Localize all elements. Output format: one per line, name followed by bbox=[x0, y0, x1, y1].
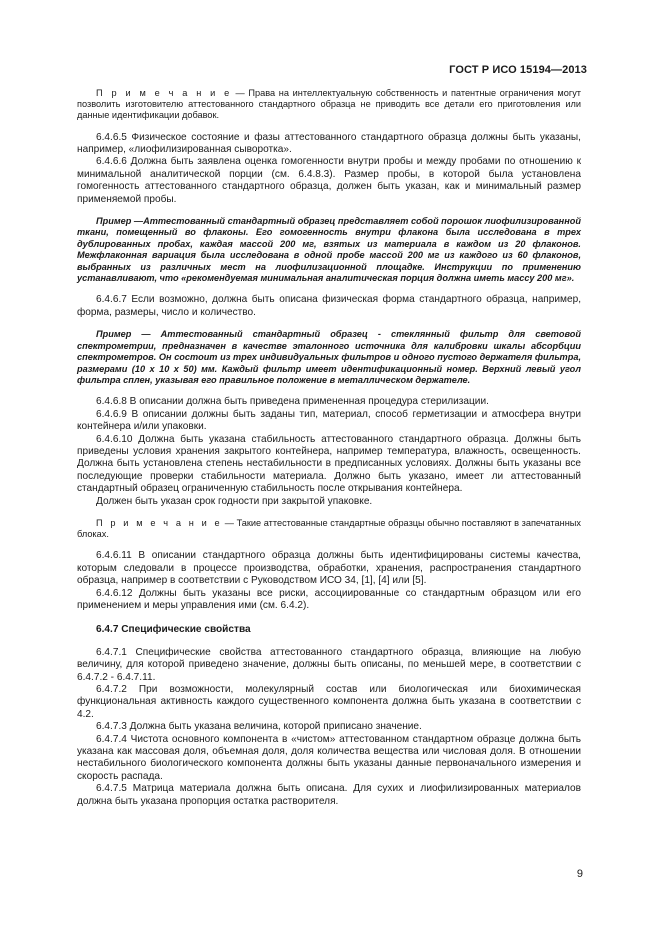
paragraph-6-4-6-12: 6.4.6.12 Должны быть указаны все риски, ассоциированные со стандартным образцом или его применением и меры управления ими (см. 6.4.2). bbox=[77, 587, 581, 612]
paragraph-6-4-6-11: 6.4.6.11 В описании стандартного образца должны быть идентифицированы системы качества, которым следовали в процессе производства, обработки, хранения, распространения стандартного образца, например в соответствии с Руководством ИСО 34, [1], [4] или [5]. bbox=[77, 550, 581, 587]
note-2 bbox=[77, 518, 581, 540]
paragraph-6-4-7-2: 6.4.7.2 При возможности, молекулярный состав или биологическая или биохимическая функциональная активность каждого существенного компонента должна быть указана в соответствии с 4.2. bbox=[77, 684, 581, 720]
note-1-text: — Права на интеллектуальную собственность и патентные ограничения могут позволить изготовителю аттестованного стандартного образца не приводить все детали его приготовления или данные идентификации добавок. bbox=[77, 88, 581, 121]
paragraph-6-4-7-5: 6.4.7.5 Матрица материала должна быть описана. Для сухих и лиофилизированных материалов должна быть указана пропорция остатка растворителя. bbox=[77, 783, 581, 807]
paragraph-6-4-7-4: 6.4.7.4 Чистота основного компонента в «чистом» аттестованном стандартном образце должна быть указана как массовая доля, объемная доля, доля количества вещества или числовая доля. В отношении нестабильного биологического компонента должны быть указаны данные первоначального измерения и скорость распада. bbox=[77, 733, 581, 782]
note-1 bbox=[77, 88, 581, 122]
paragraph-6-4-6-7: 6.4.6.7 Если возможно, должна быть описана физическая форма стандартного образца, например, форма, размеры, число и количество. bbox=[77, 294, 581, 318]
paragraph-6-4-6-9: 6.4.6.9 В описании должны быть заданы тип, материал, способ герметизации и атмосфера внутри контейнера и/или упаковки. bbox=[77, 408, 581, 433]
standard-code-header: ГОСТ Р ИСО 15194—2013 bbox=[449, 64, 587, 76]
note-2-text: — Такие аттестованные стандартные образцы обычно поставляют в запечатанных блоках. bbox=[77, 517, 581, 540]
document-body bbox=[77, 88, 581, 808]
paragraph-6-4-7-3: 6.4.7.3 Должна быть указана величина, которой приписано значение. bbox=[96, 721, 422, 733]
note-1-label: П р и м е ч а н и е bbox=[96, 88, 232, 98]
paragraph-6-4-6-6: 6.4.6.6 Должна быть заявлена оценка гомогенности внутри пробы и между пробами по отношению к минимальной аналитической порции (см. 6.4.8.3). Размер пробы, в которой была установлена гомогенность аттестованного стандартного образца, должен быть указан, как и минимальный размер применяемой пробы. bbox=[77, 156, 581, 205]
section-heading-6-4-7: 6.4.7 Специфические свойства bbox=[96, 624, 251, 636]
page-number: 9 bbox=[576, 868, 583, 880]
paragraph-6-4-6-5: 6.4.6.5 Физическое состояние и фазы аттестованного стандартного образца должны быть указаны, например, «лиофилизированная сыворотка». bbox=[77, 131, 581, 156]
note-2-label: П р и м е ч а н и е bbox=[96, 517, 223, 528]
example-2: Пример — Аттестованный стандартный образец - стеклянный фильтр для световой спектрометрии, предназначен в качестве эталонного источника для калибровки шкалы абсорбции спектрометров. Он состоит из трех индивидуальных фильтров и одного пустого держателя фильтра, размерами (10 x 10 x 50) мм. Каждый фильтр имеет идентификационный номер. Верхний левый угол фильтра сплен, указывая его правильное положение в металлическом держателе. bbox=[77, 329, 581, 385]
example-1: Пример —Аттестованный стандартный образец представляет собой порошок лиофилизированной ткани, помещенный во флаконы. Его гомогенность внутри флакона была исследована в трех дублированных пробах, каждая массой 200 мг, взятых из материала в каждом из 20 флаконов. Межфлаконная вариация была исследована в одной пробе массой 200 мг из каждого из 60 флаконов, выбранных из различных мест на лиофилизационной площадке. Инструкции по применению устанавливают, что «рекомендуемая минимальная аналитическая порция должна иметь массу 200 мг». bbox=[77, 216, 581, 284]
paragraph-6-4-6-8: 6.4.6.8 В описании должна быть приведена примененная процедура стерилизации. bbox=[96, 396, 489, 408]
paragraph-6-4-7-1: 6.4.7.1 Специфические свойства аттестованного стандартного образца, влияющие на любую величину, для которой приведено значение, должны быть описаны, по меньшей мере, в соответствии с 6.4.7.2 - 6.4.7.11. bbox=[77, 646, 581, 683]
paragraph-shelf-life: Должен быть указан срок годности при закрытой упаковке. bbox=[96, 495, 373, 507]
paragraph-6-4-6-10: 6.4.6.10 Должна быть указана стабильность аттестованного стандартного образца. Должны быть приведены условия хранения закрытого контейнера, например температура, влажность, освещенность. Должна быть установлена степень нестабильности в предписанных условиях. Должны быть указаны все последующие проверки стабильности материала. Должно быть указано, имеет ли аттестованный стандартный образец ограниченную стабильность после открывания контейнера. bbox=[77, 433, 581, 495]
